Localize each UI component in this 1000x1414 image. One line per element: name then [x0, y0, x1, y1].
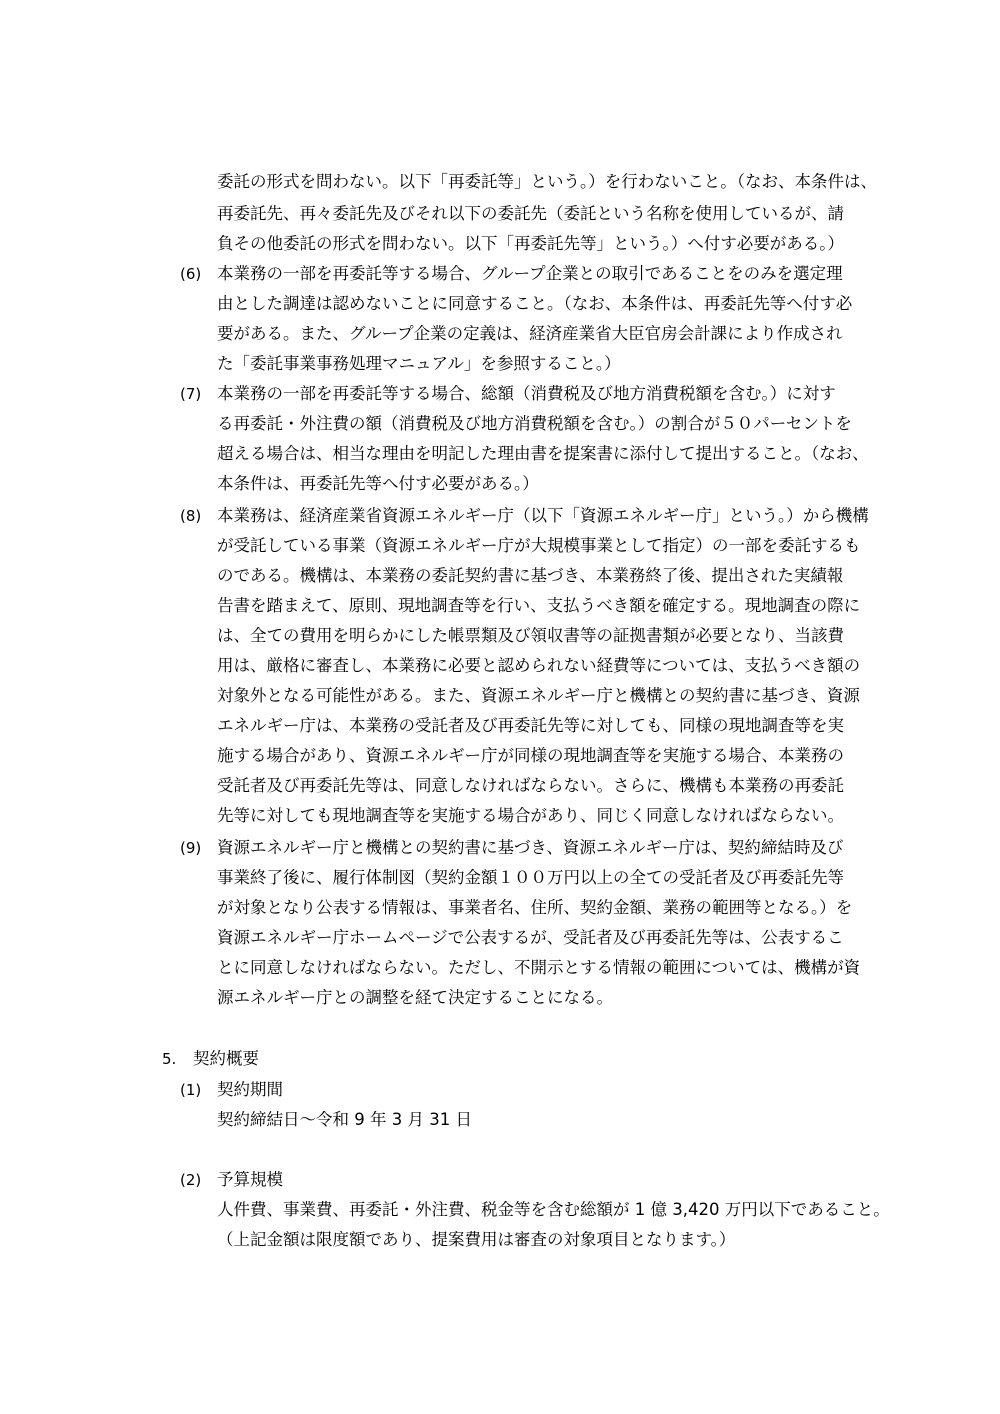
item-9-number: (9) [180, 839, 202, 857]
item-7-number: (7) [180, 385, 202, 403]
contract-period-value: 契約締結日～令和 9 年 3 月 31 日 [217, 1110, 472, 1129]
item-9-line-1: 資源エネルギー庁と機構との契約書に基づき、資源エネルギー庁は、契約締結時及び [217, 838, 844, 857]
continuation-line-1: 委託の形式を問わない。以下「再委託等」という。）を行わないこと。（なお、本条件は、 [217, 172, 877, 191]
item-9-line-6: 源エネルギー庁との調整を経て決定することになる。 [217, 988, 613, 1007]
subsection-2-title: 予算規模 [217, 1170, 283, 1189]
item-8-line-5: は、全ての費用を明らかにした帳票類及び領収書等の証拠書類が必要となり、当該費 [217, 626, 844, 645]
item-6-number: (6) [180, 265, 202, 283]
item-6-line-3: 要がある。また、グループ企業の定義は、経済産業省大臣官房会計課により作成され [217, 324, 843, 343]
subsection-1-number: (1) [180, 1081, 202, 1099]
item-8-line-9: 施する場合があり、資源エネルギー庁が同様の現地調査等を実施する場合、本業務の [217, 746, 844, 765]
section-5-title: 契約概要 [193, 1049, 259, 1068]
continuation-line-3: 負その他委託の形式を問わない。以下「再委託先等」という。）へ付す必要がある。） [217, 234, 844, 253]
item-8-line-11: 先等に対しても現地調査等を実施する場合があり、同じく同意しなければならない。 [217, 806, 844, 825]
item-6-line-1: 本業務の一部を再委託等する場合、グループ企業との取引であることをのみを選定理 [217, 264, 843, 283]
subsection-1-title: 契約期間 [217, 1080, 283, 1099]
item-8-line-8: エネルギー庁は、本業務の受託者及び再委託先等に対しても、同様の現地調査等を実 [217, 716, 844, 735]
item-8-line-6: 用は、厳格に審査し、本業務に必要と認められない経費等については、支払うべき額の [217, 656, 861, 675]
item-7-line-3: 超える場合は、相当な理由を明記した理由書を提案書に添付して提出すること。（なお、 [217, 444, 869, 463]
item-8-line-2: が受託している事業（資源エネルギー庁が大規模事業として指定）の一部を委託するも [217, 536, 861, 555]
budget-line-2: （上記金額は限度額であり、提案費用は審査の対象項目となります。） [217, 1230, 736, 1249]
section-5-number: 5. [162, 1050, 177, 1068]
item-9-line-4: 資源エネルギー庁ホームページで公表するが、受託者及び再委託先等は、公表するこ [217, 928, 844, 947]
continuation-line-2: 再委託先、再々委託先及びそれ以下の委託先（委託という名称を使用しているが、請 [217, 204, 844, 223]
item-7-line-4: 本条件は、再委託先等へ付す必要がある。） [217, 474, 539, 493]
item-7-line-1: 本業務の一部を再委託等する場合、総額（消費税及び地方消費税額を含む。）に対す [217, 384, 836, 403]
item-8-line-1: 本業務は、経済産業省資源エネルギー庁（以下「資源エネルギー庁」という。）から機構 [217, 506, 869, 525]
item-8-number: (8) [180, 507, 202, 525]
item-7-line-2: る再委託・外注費の額（消費税及び地方消費税額を含む。）の割合が５０パーセントを [217, 414, 852, 433]
subsection-2-number: (2) [180, 1171, 202, 1189]
item-9-line-2: 事業終了後に、履行体制図（契約金額１００万円以上の全ての受託者及び再委託先等 [217, 868, 844, 887]
budget-line-1: 人件費、事業費、再委託・外注費、税金等を含む総額が 1 億 3,420 万円以下であること。 [217, 1200, 890, 1219]
item-6-line-4: た「委託事業事務処理マニュアル」を参照すること。） [217, 354, 621, 373]
item-8-line-3: のである。機構は、本業務の委託契約書に基づき、本業務終了後、提出された実績報 [217, 566, 844, 585]
item-9-line-5: とに同意しなければならない。ただし、不開示とする情報の範囲については、機構が資 [217, 958, 861, 977]
item-8-line-4: 告書を踏まえて、原則、現地調査等を行い、支払うべき額を確定する。現地調査の際に [217, 596, 861, 615]
item-6-line-2: 由とした調達は認めないことに同意すること。（なお、本条件は、再委託先等へ付す必 [217, 294, 853, 313]
item-9-line-3: が対象となり公表する情報は、事業者名、住所、契約金額、業務の範囲等となる。）を [217, 898, 853, 917]
item-8-line-7: 対象外となる可能性がある。また、資源エネルギー庁と機構との契約書に基づき、資源 [217, 686, 860, 705]
item-8-line-10: 受託者及び再委託先等は、同意しなければならない。さらに、機構も本業務の再委託 [217, 776, 844, 795]
